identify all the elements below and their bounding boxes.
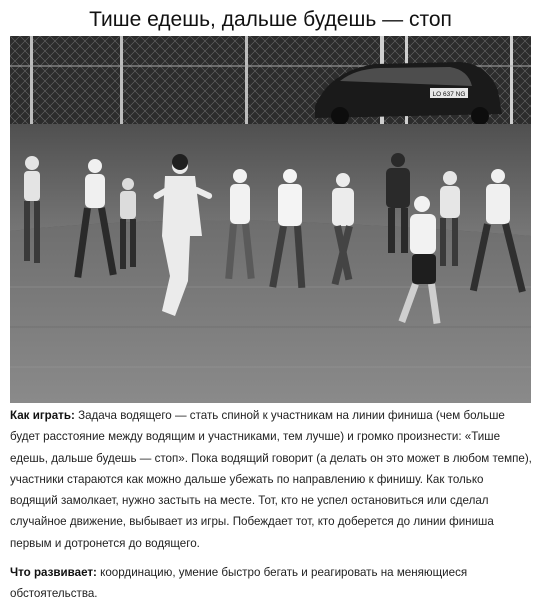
how-to-play-text: Задача водящего — стать спиной к участникам на линии финиша (чем больше будет расстояние между водящим и участниками, тем лучше) и громко произнести: «Тише едешь, дальше будешь — стоп». Пока водящий говорит (а делать он это может в любом темпе), участники стараются как можно дальше убежать по направлению к финишу. Как только водящий замолкает, нужно застыть на месте. Тот, кто не успел остановиться или сделал случайное движение, выбывает из игры. Побеждает тот, кто доберется до линии финиша первым и дотронется до водящего. <box>10 409 532 550</box>
page-title: Тише едешь, дальше будешь — стоп <box>89 8 452 31</box>
game-photo <box>10 36 531 403</box>
children-running-photo <box>10 36 531 403</box>
article-body <box>10 405 534 605</box>
how-to-play-label: Как играть: <box>10 409 75 422</box>
how-to-play-paragraph <box>10 405 534 554</box>
what-it-develops-paragraph <box>10 562 534 605</box>
what-it-develops-text: координацию, умение быстро бегать и реагировать на меняющиеся обстоятельства. <box>10 566 468 601</box>
what-it-develops-label: Что развивает: <box>10 566 97 580</box>
license-plate-text: LO 637 NG <box>432 91 466 98</box>
